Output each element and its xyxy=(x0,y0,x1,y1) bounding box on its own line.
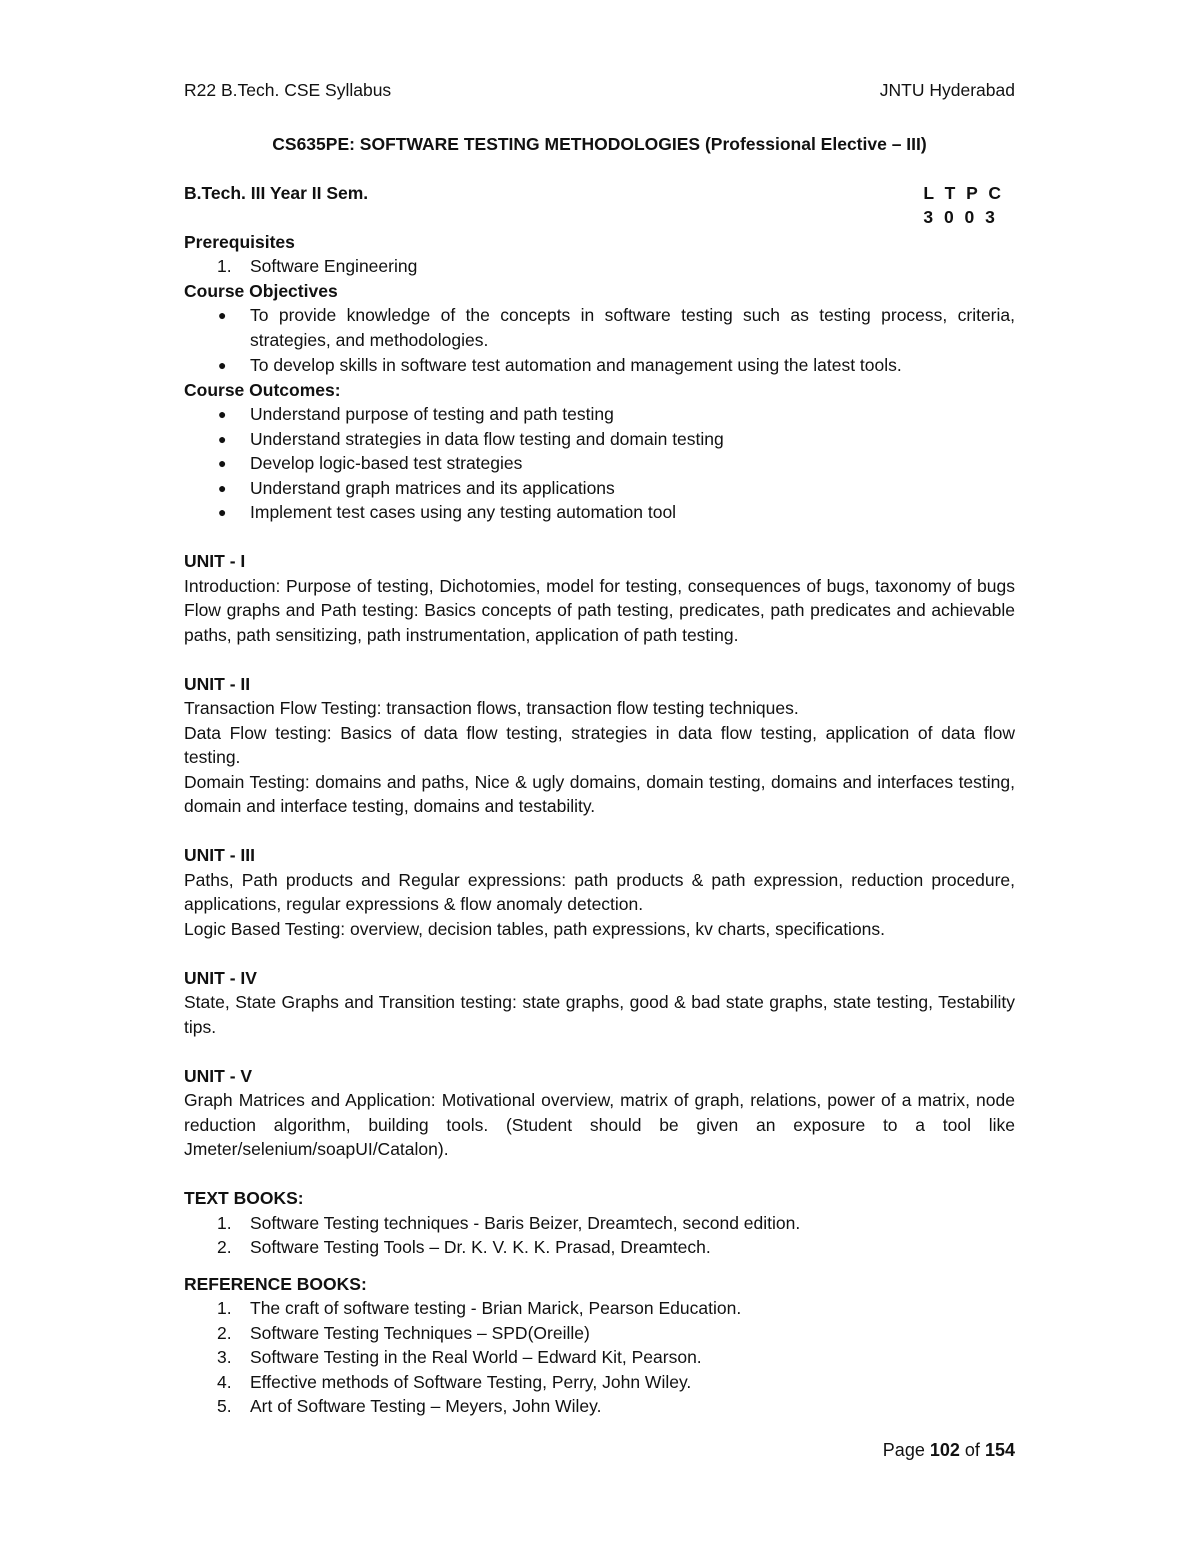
unit-3-text-2: Logic Based Testing: overview, decision tables, path expressions, kv charts, specifications. xyxy=(184,918,886,939)
unit-2-heading: UNIT - II xyxy=(184,673,251,694)
list-item: 1. Software Engineering xyxy=(217,256,418,276)
bullet-icon: ● xyxy=(218,307,227,323)
header-right: JNTU Hyderabad xyxy=(879,80,1015,100)
unit-2-text-3: Domain Testing: domains and paths, Nice & ugly domains, domain testing, domains and interfaces testing, domain and interface testing, domains and testability. xyxy=(184,771,1015,816)
textbooks-list xyxy=(184,1211,1015,1260)
list-item: ● To develop skills in software test automation and management using the latest tools. xyxy=(184,353,1015,378)
ltpc-table xyxy=(923,181,1001,230)
unit-4-text: State, State Graphs and Transition testing: state graphs, good & bad state graphs, state testing, Testability tips. xyxy=(184,992,1015,1037)
syllabus-content xyxy=(184,132,1015,1419)
textbooks-heading: TEXT BOOKS: xyxy=(184,1188,304,1208)
objectives-list xyxy=(184,303,1015,378)
list-item: ● Understand purpose of testing and path testing xyxy=(184,402,1015,427)
objectives-heading: Course Objectives xyxy=(184,280,338,301)
course-title: CS635PE: SOFTWARE TESTING METHODOLOGIES (Professional Elective – III) xyxy=(272,134,927,154)
list-item: 4. Effective methods of Software Testing, Perry, John Wiley. xyxy=(217,1371,692,1392)
bullet-icon: ● xyxy=(218,430,227,447)
unit-4-heading: UNIT - IV xyxy=(184,967,257,988)
list-item: 2. Software Testing Techniques – SPD(Oreille) xyxy=(217,1322,590,1343)
outcomes-list xyxy=(184,402,1015,525)
list-item: 1. Software Testing techniques - Baris Beizer, Dreamtech, second edition. xyxy=(217,1212,801,1233)
list-item: 1. The craft of software testing - Brian Marick, Pearson Education. xyxy=(217,1298,742,1318)
semester-row xyxy=(184,181,1015,227)
unit-2-text-2: Data Flow testing: Basics of data flow testing, strategies in data flow testing, application of data flow testing. xyxy=(184,722,1015,767)
outcomes-heading: Course Outcomes: xyxy=(184,379,341,400)
ltpc-values: 3 0 0 3 xyxy=(923,207,995,227)
unit-5-text: Graph Matrices and Application: Motivational overview, matrix of graph, relations, power of a matrix, node reduction algorithm, building tools. (Student should be given an exposure to a tool like Jmeter/selenium/soapUI/Catalon). xyxy=(184,1090,1015,1159)
prerequisites-list xyxy=(184,254,1015,279)
bullet-icon: ● xyxy=(218,479,227,496)
page-number: Page 102 of 154 xyxy=(882,1440,1015,1460)
list-item: ● Develop logic-based test strategies xyxy=(184,451,1015,476)
bullet-icon: ● xyxy=(218,504,227,520)
header-left: R22 B.Tech. CSE Syllabus xyxy=(184,80,392,100)
list-item: ● Implement test cases using any testing automation tool xyxy=(184,500,1015,525)
bullet-icon: ● xyxy=(218,455,227,471)
unit-1-text: Introduction: Purpose of testing, Dichotomies, model for testing, consequences of bugs, taxonomy of bugs Flow graphs and Path testing: Basics concepts of path testing, predicates, path predicates and achievable paths, path sensitizing, path instrumentation, application of path testing. xyxy=(184,575,1015,645)
unit-3-text-1: Paths, Path products and Regular expressions: path products & path expression, reduction procedure, applications, regular expressions & flow anomaly detection. xyxy=(184,869,1015,914)
bullet-icon: ● xyxy=(218,357,227,373)
semester-label: B.Tech. III Year II Sem. xyxy=(184,182,369,203)
unit-3-heading: UNIT - III xyxy=(184,845,255,865)
list-item: ● To provide knowledge of the concepts in software testing such as testing process, criteria, strategies, and methodologies. xyxy=(218,305,1015,350)
unit-2-text-1: Transaction Flow Testing: transaction flows, transaction flow testing techniques. xyxy=(184,698,799,718)
list-item: 5. Art of Software Testing – Meyers, John Wiley. xyxy=(217,1396,602,1416)
unit-5-heading: UNIT - V xyxy=(184,1065,253,1086)
bullet-icon: ● xyxy=(218,406,227,422)
references-heading: REFERENCE BOOKS: xyxy=(184,1273,367,1294)
references-list xyxy=(184,1296,1015,1419)
list-item: 2. Software Testing Tools – Dr. K. V. K. K. Prasad, Dreamtech. xyxy=(217,1237,711,1257)
prerequisites-heading: Prerequisites xyxy=(184,231,295,252)
ltpc-labels: L T P C xyxy=(923,182,1001,203)
list-item: 3. Software Testing in the Real World – Edward Kit, Pearson. xyxy=(217,1347,702,1367)
list-item: ● Understand graph matrices and its applications xyxy=(184,476,1015,501)
list-item: ● Understand strategies in data flow testing and domain testing xyxy=(184,427,1015,452)
unit-1-heading: UNIT - I xyxy=(184,551,246,571)
